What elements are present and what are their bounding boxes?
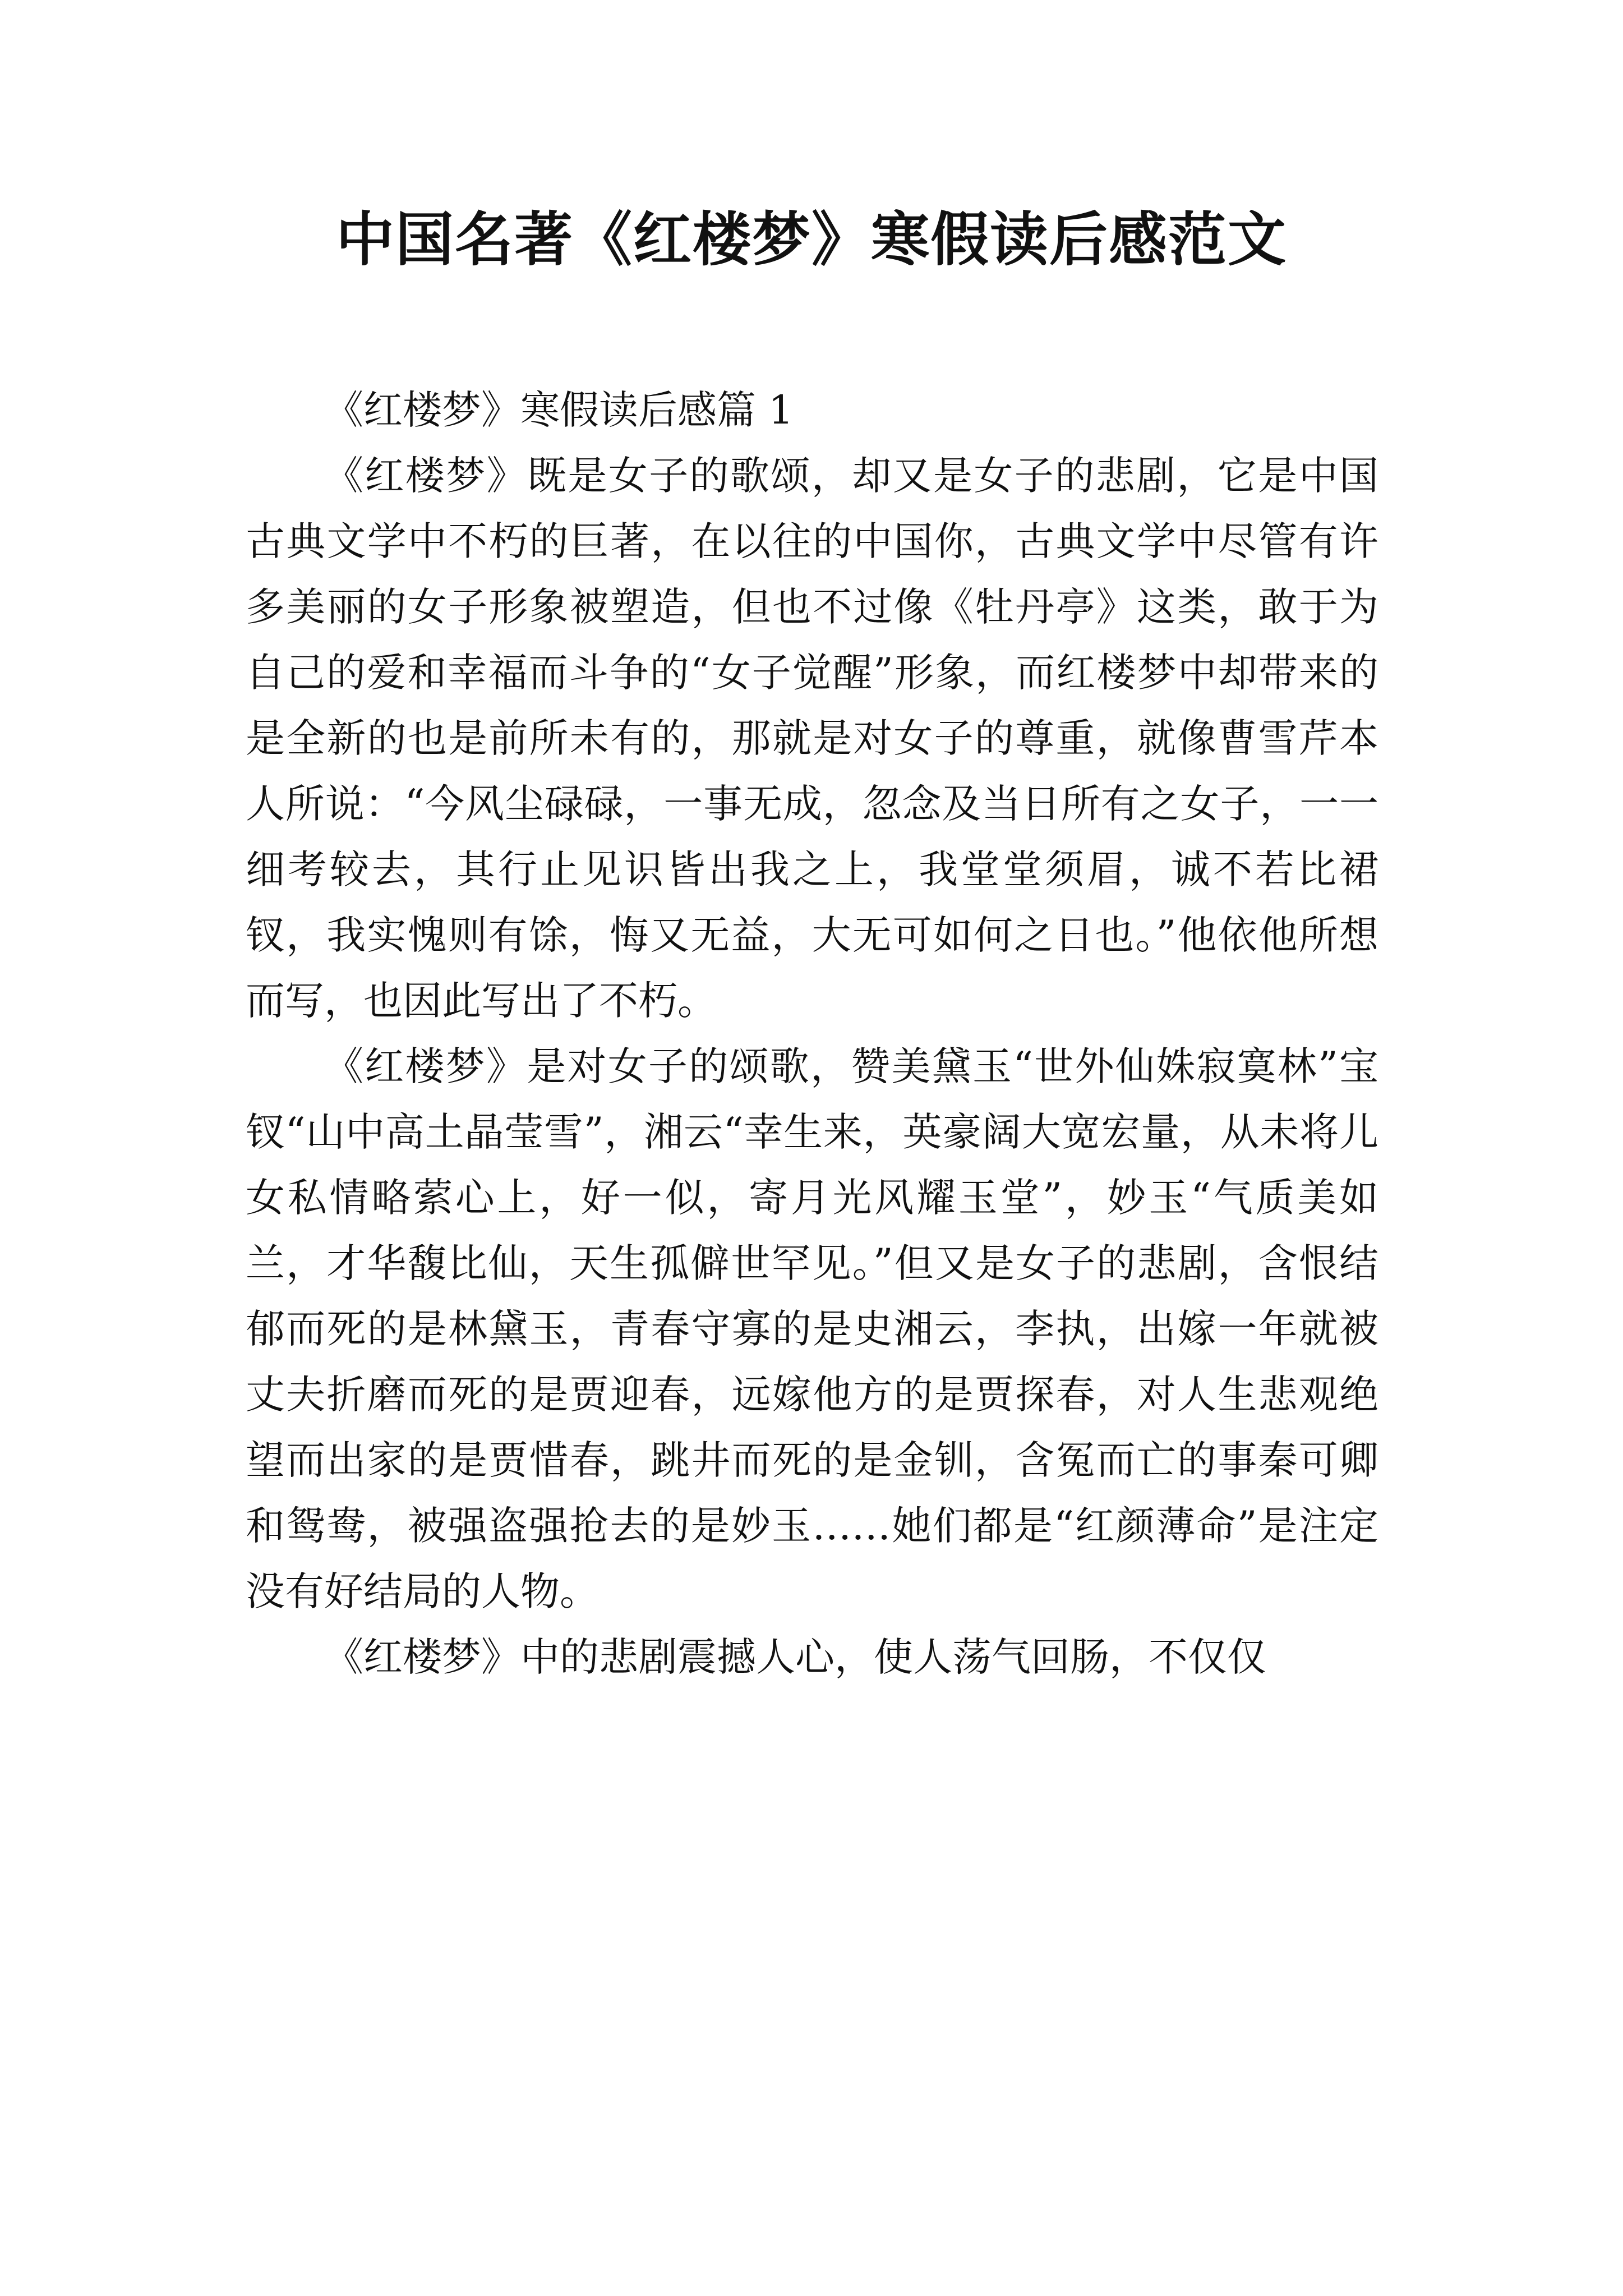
document-body xyxy=(246,378,1378,1690)
paragraph-2: 《红楼梦》是对女子的颂歌，赞美黛玉“世外仙姝寂寞林”宝钗“山中高土晶莹雪”，湘云“幸生来，英豪阔大宽宏量，从未将儿女私情略萦心上，好一似，寄月光风耀玉堂”，妙玉“气质美如兰，才华馥比仙，天生孤僻世罕见。”但又是女子的悲剧，含恨结郁而死的是林黛玉，青春守寡的是史湘云，李执，出嫁一年就被丈夫折磨而死的是贾迎春，远嫁他方的是贾探春，对人生悲观绝望而出家的是贾惜春，跳井而死的是金钏，含冤而亡的事秦可卿和鸳鸯，被强盗强抢去的是妙玉……她们都是“红颜薄命”是注定没有好结局的人物。 xyxy=(246,1043,1378,1614)
paragraph-1: 《红楼梦》既是女子的歌颂，却又是女子的悲剧，它是中国古典文学中不朽的巨著，在以往的中国你，古典文学中尽管有许多美丽的女子形象被塑造，但也不过像《牡丹亭》这类，敢于为自己的爱和幸福而斗争的“女子觉醒”形象，而红楼梦中却带来的是全新的也是前所未有的，那就是对女子的尊重，就像曹雪芹本人所说：“今风尘碌碌，一事无成，忽念及当日所有之女子，一一细考较去，其行止见识皆出我之上，我堂堂须眉，诚不若比裙钗，我实愧则有馀，悔又无益，大无可如何之日也。”他依他所想而写，也因此写出了不朽。 xyxy=(246,453,1378,1024)
paragraph-3: 《红楼梦》中的悲剧震撼人心，使人荡气回肠，不仅仅 xyxy=(324,1634,1266,1680)
document-title: 中国名著《红楼梦》寒假读后感范文 xyxy=(335,205,1287,274)
section-heading: 《红楼梦》寒假读后感篇 1 xyxy=(324,387,794,433)
